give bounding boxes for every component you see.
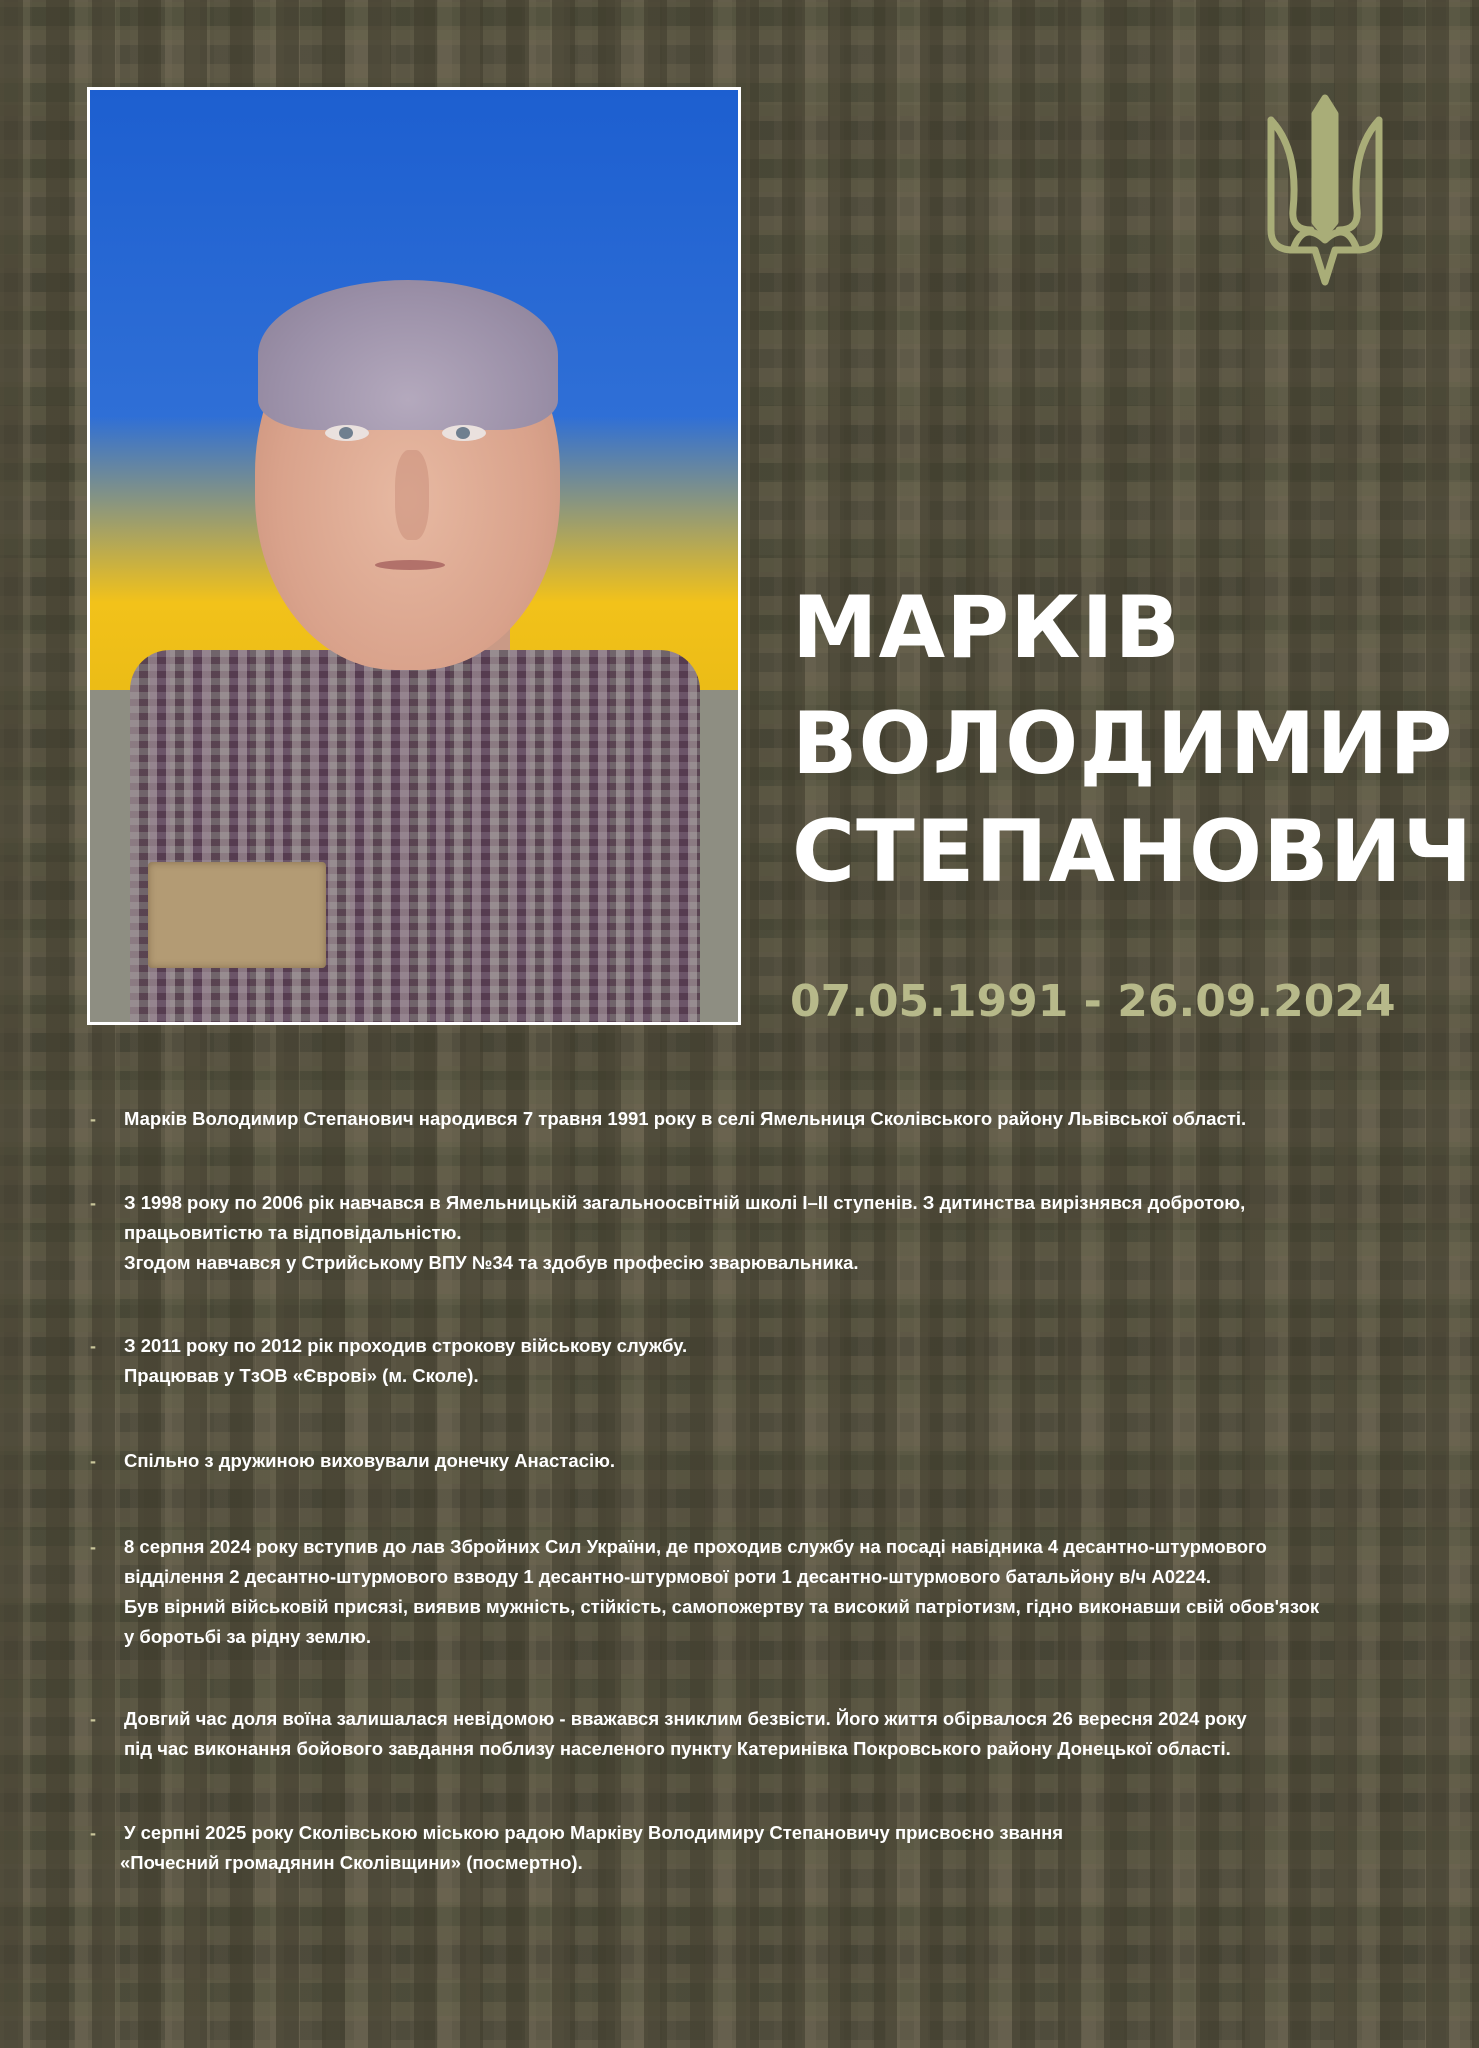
portrait-hair — [258, 280, 558, 430]
portrait-nose — [395, 450, 429, 540]
bio-line: Марків Володимир Степанович народився 7 травня 1991 року в селі Ямельниця Сколівського району Львівської області. — [124, 1108, 1247, 1129]
bio-text — [120, 1818, 1390, 1878]
bio-line: у боротьбі за рідну землю. — [124, 1626, 371, 1647]
life-dates: 07.05.1991 - 26.09.2024 — [790, 976, 1396, 1027]
bullet-dash: - — [90, 1537, 96, 1557]
soldier-portrait-photo — [90, 90, 738, 1022]
bio-text — [124, 1188, 1390, 1278]
bio-line: Спільно з дружиною виховували донечку Анастасію. — [124, 1450, 616, 1471]
bio-line: З 1998 року по 2006 рік навчався в Ямельницькій загальноосвітній школі І–ІІ ступенів. З дитинства вирізнявся добротою, — [124, 1192, 1246, 1213]
bullet-dash: - — [90, 1336, 96, 1356]
bio-line: працьовитістю та відповідальністю. — [124, 1222, 462, 1243]
bullet-dash: - — [90, 1451, 96, 1471]
portrait-eye-right — [442, 425, 486, 441]
bio-paragraph-military — [90, 1532, 1390, 1652]
bio-text — [124, 1532, 1390, 1652]
bio-paragraph-honor — [90, 1818, 1390, 1878]
bio-line: відділення 2 десантно-штурмового взводу 1 десантно-штурмової роти 1 десантно-штурмового батальйону в/ч А0224. — [124, 1566, 1212, 1587]
bio-text — [124, 1704, 1390, 1764]
bio-paragraph-service — [90, 1331, 1390, 1391]
bio-line: З 2011 року по 2012 рік проходив строкову військову службу. — [124, 1335, 688, 1356]
bio-paragraph-education — [90, 1188, 1390, 1278]
bio-text — [124, 1331, 1390, 1391]
given-name: ВОЛОДИМИР — [792, 694, 1454, 794]
bio-line: Довгий час доля воїна залишалася невідомою - вважався зниклим безвісти. Його життя обірвалося 26 вересня 2024 року — [124, 1708, 1247, 1729]
bio-line: під час виконання бойового завдання поблизу населеного пункту Катеринівка Покровського району Донецької області. — [124, 1738, 1231, 1759]
portrait-mouth — [375, 560, 445, 570]
bullet-dash: - — [90, 1709, 96, 1729]
bullet-dash: - — [90, 1823, 96, 1843]
bio-paragraph-death — [90, 1704, 1390, 1764]
portrait-frame — [87, 87, 741, 1025]
bullet-dash: - — [90, 1109, 96, 1129]
bio-line: Згодом навчався у Стрийському ВПУ №34 та здобув професію зварювальника. — [124, 1252, 859, 1273]
portrait-eye-left — [325, 425, 369, 441]
bio-paragraph-birth — [90, 1104, 1390, 1134]
patronymic: СТЕПАНОВИЧ — [792, 802, 1474, 902]
portrait-patch — [148, 862, 326, 968]
bio-line: «Почесний громадянин Сколівщини» (посмертно). — [120, 1852, 583, 1873]
bio-paragraph-family — [90, 1446, 1390, 1476]
bio-line: Був вірний військовій присязі, виявив мужність, стійкість, самопожертву та високий патріотизм, гідно виконавши свій обов'язок — [124, 1596, 1320, 1617]
bio-line: 8 серпня 2024 року вступив до лав Збройних Сил України, де проходив службу на посаді навідника 4 десантно-штурмового — [124, 1536, 1267, 1557]
bio-line: У серпні 2025 року Сколівською міською радою Марківу Володимиру Степановичу присвоєно звання — [124, 1822, 1064, 1843]
bio-text — [124, 1446, 1390, 1476]
surname: МАРКІВ — [792, 578, 1182, 678]
bullet-dash: - — [90, 1193, 96, 1213]
bio-line: Працював у ТзОВ «Єврові» (м. Сколе). — [124, 1365, 479, 1386]
bio-text — [124, 1104, 1390, 1134]
trident-icon — [1263, 90, 1387, 290]
